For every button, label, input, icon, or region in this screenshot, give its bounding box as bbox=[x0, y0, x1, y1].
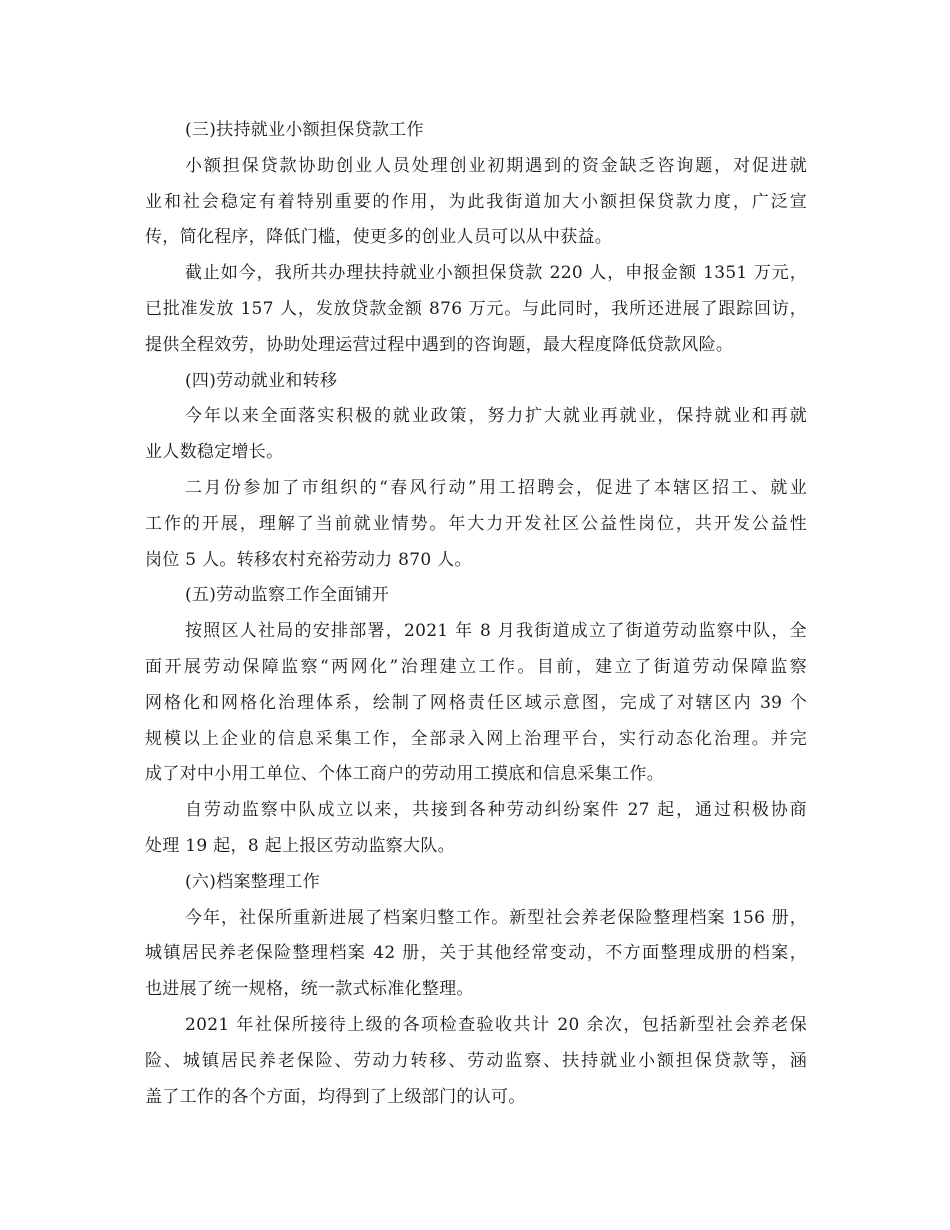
paragraph bbox=[145, 901, 807, 1008]
paragraph-line: 今年以来全面落实积极的就业政策，努力扩大就业再就业，保持就业和再就 bbox=[185, 406, 807, 427]
heading-line: (六)档案整理工作 bbox=[185, 871, 320, 892]
paragraph-line: 传，简化程序，降低门槛，使更多的创业人员可以从中获益。 bbox=[145, 227, 613, 248]
paragraph-line: 面开展劳动保障监察“两网化”治理建立工作。目前，建立了街道劳动保障监察 bbox=[145, 656, 807, 677]
paragraph-line: 已批准发放 157 人，发放贷款金额 876 万元。与此同时，我所还进展了跟踪回访， bbox=[145, 298, 807, 319]
paragraph-line: 规模以上企业的信息采集工作，全部录入网上治理平台，实行动态化治理。并完 bbox=[145, 728, 807, 749]
paragraph-line: 岗位 5 人。转移农村充裕劳动力 870 人。 bbox=[145, 549, 472, 570]
paragraph-line: 盖了工作的各个方面，均得到了上级部门的认可。 bbox=[145, 1086, 526, 1107]
paragraph bbox=[145, 256, 807, 363]
paragraph bbox=[145, 399, 807, 471]
section-heading bbox=[145, 865, 807, 901]
paragraph-line: 也进展了统一规格，统一款式标准化整理。 bbox=[145, 979, 474, 1000]
paragraph-line: 城镇居民养老保险整理档案 42 册，关于其他经常变动，不方面整理成册的档案， bbox=[145, 943, 807, 964]
paragraph-line: 业人数稳定增长。 bbox=[145, 442, 284, 463]
paragraph-line: 截止如今，我所共办理扶持就业小额担保贷款 220 人，申报金额 1351 万元， bbox=[185, 263, 807, 284]
section-heading bbox=[145, 364, 807, 400]
paragraph-line: 网格化和网格化治理体系，绘制了网格责任区域示意图，完成了对辖区内 39 个 bbox=[145, 692, 807, 713]
document-body bbox=[145, 113, 807, 1115]
paragraph-line: 工作的开展，理解了当前就业情势。年大力开发社区公益性岗位，共开发公益性 bbox=[145, 513, 807, 534]
paragraph bbox=[145, 149, 807, 256]
heading-line: (三)扶持就业小额担保贷款工作 bbox=[185, 120, 424, 140]
paragraph-line: 小额担保贷款协助创业人员处理创业初期遇到的资金缺乏咨询题，对促进就 bbox=[185, 155, 807, 176]
paragraph bbox=[145, 471, 807, 578]
heading-line: (四)劳动就业和转移 bbox=[185, 370, 338, 391]
paragraph-line: 业和社会稳定有着特别重要的作用，为此我街道加大小额担保贷款力度，广泛宣 bbox=[145, 191, 807, 212]
paragraph-line: 2021 年社保所接待上级的各项检查验收共计 20 余次，包括新型社会养老保 bbox=[185, 1014, 807, 1035]
paragraph-line: 险、城镇居民养老保险、劳动力转移、劳动监察、扶持就业小额担保贷款等，涵 bbox=[145, 1050, 807, 1071]
paragraph-line: 二月份参加了市组织的“春风行动”用工招聘会，促进了本辖区招工、就业 bbox=[185, 477, 807, 498]
heading-line: (五)劳动监察工作全面铺开 bbox=[185, 585, 390, 606]
paragraph-line: 提供全程效劳，协助处理运营过程中遇到的咨询题，最大程度降低贷款风险。 bbox=[145, 334, 734, 355]
paragraph-line: 成了对中小用工单位、个体工商户的劳动用工摸底和信息采集工作。 bbox=[145, 764, 664, 785]
paragraph-line: 今年，社保所重新进展了档案归整工作。新型社会养老保险整理档案 156 册， bbox=[185, 907, 807, 928]
section-heading bbox=[145, 113, 807, 149]
paragraph-line: 按照区人社局的安排部署，2021 年 8 月我街道成立了街道劳动监察中队，全 bbox=[185, 621, 807, 642]
paragraph bbox=[145, 1008, 807, 1115]
paragraph bbox=[145, 793, 807, 865]
paragraph bbox=[145, 614, 807, 793]
paragraph-line: 处理 19 起，8 起上报区劳动监察大队。 bbox=[145, 835, 455, 856]
section-heading bbox=[145, 578, 807, 614]
paragraph-line: 自劳动监察中队成立以来，共接到各种劳动纠纷案件 27 起，通过积极协商 bbox=[185, 800, 807, 821]
